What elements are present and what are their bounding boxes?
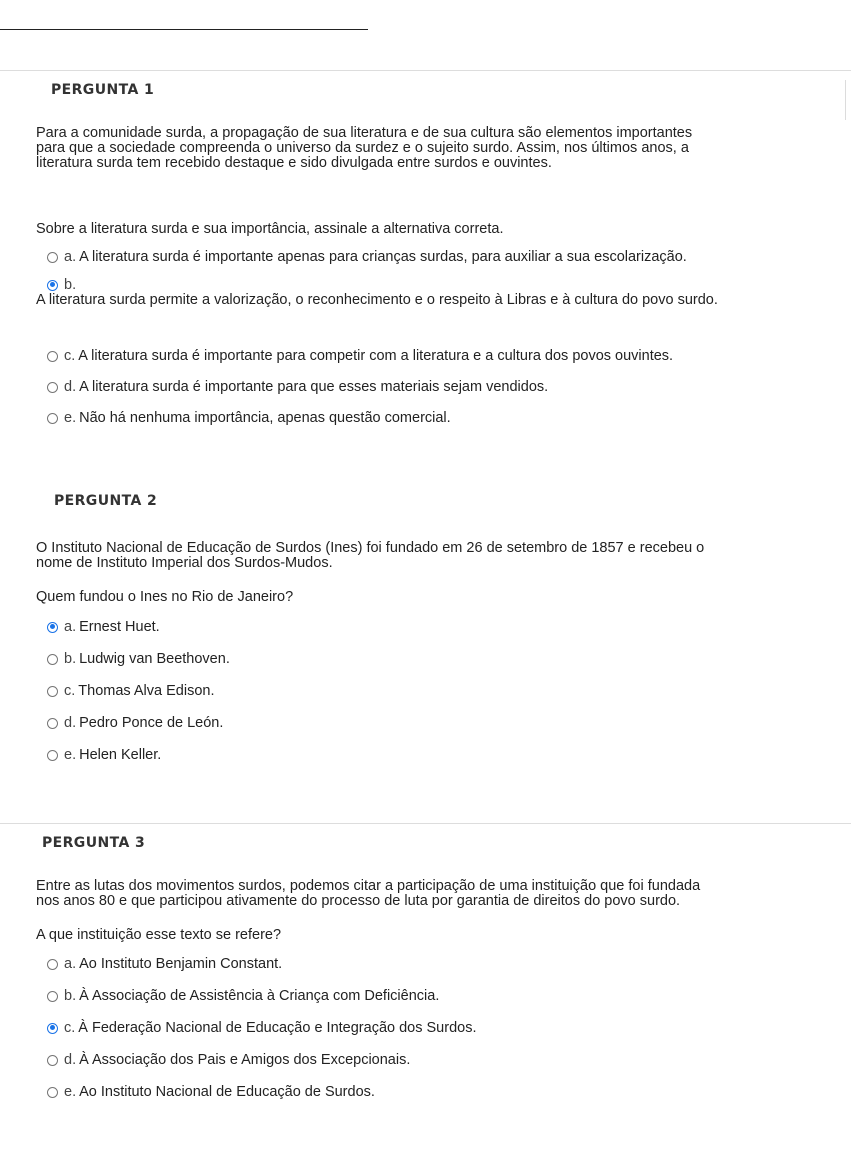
option-letter: b. (64, 277, 77, 293)
question-text-line: para que a sociedade compreenda o universo da surdez e o sujeito surdo. Assim, nos últimos anos, a (36, 140, 689, 156)
radio-button-selected[interactable] (47, 1023, 58, 1034)
option-text: Não há nenhuma importância, apenas questão comercial. (79, 410, 451, 426)
option-text: A literatura surda é importante para competir com a literatura e a cultura dos povos ouvintes. (78, 348, 674, 364)
question-text-line: O Instituto Nacional de Educação de Surdos (Ines) foi fundado em 26 de setembro de 1857 e recebeu o (36, 540, 705, 556)
side-panel-edge (845, 80, 846, 120)
radio-button[interactable] (47, 718, 58, 729)
answer-option-e[interactable] (47, 746, 161, 764)
option-letter: d. (64, 715, 77, 731)
radio-button[interactable] (47, 1087, 58, 1098)
top-divider (0, 29, 368, 30)
option-letter: c. (64, 1020, 76, 1036)
option-text: Ludwig van Beethoven. (79, 651, 230, 667)
option-text: A literatura surda permite a valorização, o reconhecimento e o respeito à Libras e à cultura do povo surdo. (36, 292, 718, 308)
radio-button[interactable] (47, 991, 58, 1002)
answer-option-c[interactable] (47, 682, 215, 700)
radio-button[interactable] (47, 654, 58, 665)
question-text-line: nos anos 80 e que participou ativamente do processo de luta por garantia de direitos do povo surdo. (36, 893, 681, 909)
option-text: À Associação de Assistência à Criança com Deficiência. (79, 988, 440, 1004)
radio-button-selected[interactable] (47, 622, 58, 633)
option-text: Ao Instituto Benjamin Constant. (79, 956, 283, 972)
option-letter: d. (64, 379, 77, 395)
question-text (36, 126, 836, 171)
answer-option-c[interactable] (47, 1019, 476, 1037)
answer-option-e[interactable] (47, 409, 451, 427)
answer-option-a[interactable] (47, 955, 282, 973)
option-letter: b. (64, 988, 77, 1004)
question-prompt: Sobre a literatura surda e sua importância, assinale a alternativa correta. (36, 221, 504, 237)
radio-button-selected[interactable] (47, 280, 58, 291)
question-text (36, 879, 836, 909)
question-text (36, 541, 836, 571)
option-text: À Federação Nacional de Educação e Integração dos Surdos. (78, 1020, 477, 1036)
option-letter: a. (64, 249, 77, 265)
radio-button[interactable] (47, 686, 58, 697)
answer-option-b[interactable] (47, 987, 439, 1005)
answer-option-b[interactable] (47, 650, 230, 668)
question-text-line: nome de Instituto Imperial dos Surdos-Mudos. (36, 555, 333, 571)
radio-button[interactable] (47, 252, 58, 263)
option-text: Pedro Ponce de León. (79, 715, 224, 731)
question-text-line: literatura surda tem recebido destaque e sido divulgada entre surdos e ouvintes. (36, 155, 552, 171)
option-letter: d. (64, 1052, 77, 1068)
option-letter: e. (64, 410, 77, 426)
question-prompt: A que instituição esse texto se refere? (36, 927, 282, 943)
option-letter: e. (64, 747, 77, 763)
question-prompt: Quem fundou o Ines no Rio de Janeiro? (36, 589, 294, 605)
question-title: PERGUNTA 2 (54, 493, 158, 509)
option-letter: a. (64, 619, 77, 635)
answer-option-d[interactable] (47, 378, 548, 396)
option-letter: b. (64, 651, 77, 667)
radio-button[interactable] (47, 413, 58, 424)
option-text: Ao Instituto Nacional de Educação de Surdos. (79, 1084, 375, 1100)
option-text: Thomas Alva Edison. (78, 683, 215, 699)
answer-option-d[interactable] (47, 1051, 410, 1069)
radio-button[interactable] (47, 351, 58, 362)
answer-option-c[interactable] (47, 347, 673, 365)
option-text: A literatura surda é importante apenas para crianças surdas, para auxiliar a sua escolarização. (79, 249, 687, 265)
radio-button[interactable] (47, 750, 58, 761)
answer-option-e[interactable] (47, 1083, 375, 1101)
option-text: À Associação dos Pais e Amigos dos Excepcionais. (79, 1052, 411, 1068)
question-title: PERGUNTA 1 (51, 82, 155, 98)
question-text-line: Entre as lutas dos movimentos surdos, podemos citar a participação de uma instituição que foi fundada (36, 878, 701, 894)
section-divider (0, 823, 851, 824)
answer-option-a[interactable] (47, 248, 687, 266)
radio-button[interactable] (47, 959, 58, 970)
option-letter: e. (64, 1084, 77, 1100)
option-letter: c. (64, 683, 76, 699)
option-text: Ernest Huet. (79, 619, 160, 635)
radio-button[interactable] (47, 382, 58, 393)
option-letter: a. (64, 956, 77, 972)
option-text: A literatura surda é importante para que esses materiais sejam vendidos. (79, 379, 549, 395)
question-text-line: Para a comunidade surda, a propagação de sua literatura e de sua cultura são elementos importantes (36, 125, 693, 141)
option-text: Helen Keller. (79, 747, 162, 763)
radio-button[interactable] (47, 1055, 58, 1066)
answer-option-d[interactable] (47, 714, 223, 732)
answer-option-a[interactable] (47, 618, 160, 636)
section-divider (0, 70, 851, 71)
option-letter: c. (64, 348, 76, 364)
question-title: PERGUNTA 3 (42, 835, 146, 851)
